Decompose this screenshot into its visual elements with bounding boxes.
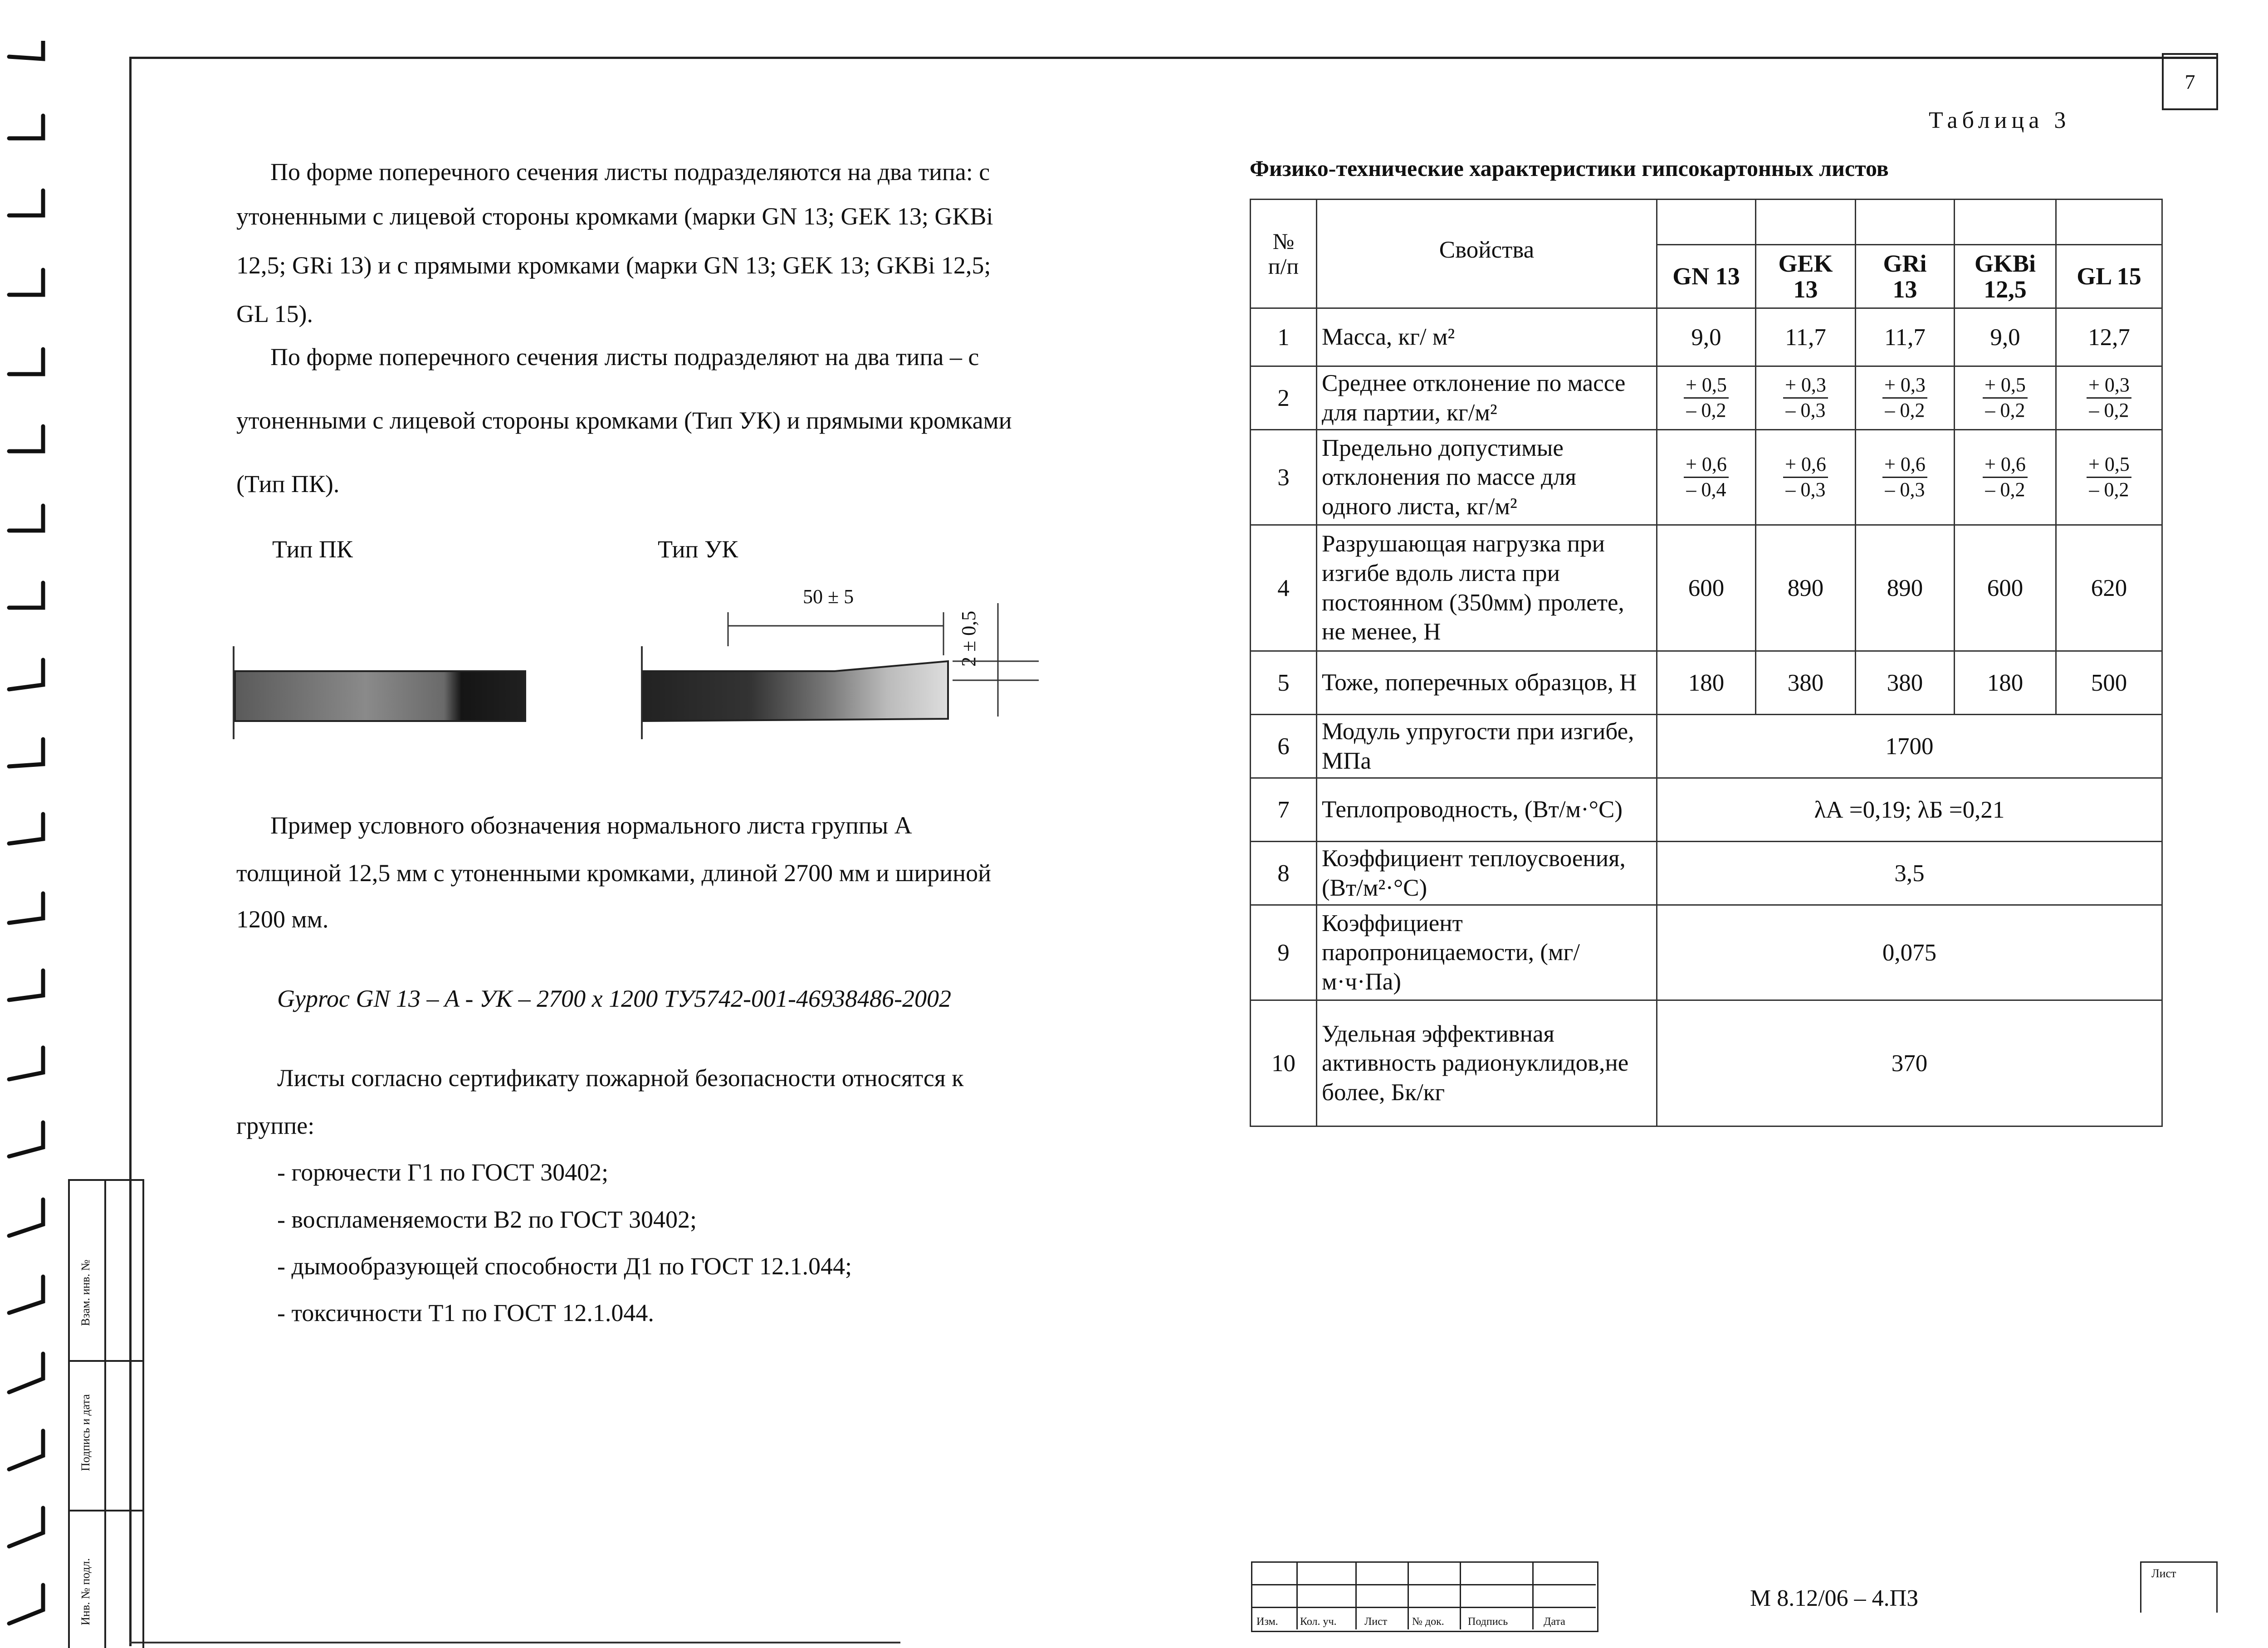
properties-table — [1250, 199, 2163, 1127]
para3-line: Пример условного обозначения нормального листа группы А — [270, 812, 912, 839]
row-number: 7 — [1251, 778, 1317, 842]
row-fraction: $\frac{+ 0,3}{- 0,3}$ — [1756, 366, 1856, 430]
dimension-width: 50 ± 5 — [803, 585, 854, 608]
row-value: 500 — [2056, 651, 2162, 715]
row-property: Разрушающая нагрузка при изгибе вдоль листа при постоянном (350мм) пролете, не менее, Н — [1317, 525, 1657, 651]
stamp-head: Изм. — [1256, 1616, 1278, 1628]
row-value: 9,0 — [1657, 308, 1756, 366]
stamp-head: Дата — [1544, 1616, 1565, 1628]
stamp-head: Кол. уч. — [1300, 1616, 1337, 1628]
row-number: 6 — [1251, 715, 1317, 778]
page-number: 7 — [2162, 53, 2218, 110]
frame-bottom-line — [129, 1642, 900, 1643]
row-fraction: $\frac{+ 0,3}{- 0,2}$ — [2056, 366, 2162, 430]
table-row — [1251, 525, 2162, 651]
table-row — [1251, 308, 2162, 366]
dimension-thickness: 2 ± 0,5 — [958, 610, 980, 667]
row-property: Модуль упругости при изгибе, МПа — [1317, 715, 1657, 778]
list-item: - воспламеняемости В2 по ГОСТ 30402; — [277, 1206, 697, 1233]
row-merged-value: 0,075 — [1657, 905, 2162, 1000]
row-fraction: $\frac{+ 0,5}{- 0,2}$ — [1955, 366, 2056, 430]
para4-line: группе: — [236, 1112, 315, 1139]
side-label-inv-original: Инв. № подл. — [79, 1558, 92, 1625]
row-value: 380 — [1856, 651, 1955, 715]
row-value: 890 — [1756, 525, 1856, 651]
title-block-stamp — [1251, 1561, 2217, 1629]
row-property: Тоже, поперечных образцов, Н — [1317, 651, 1657, 715]
row-merged-value: λА =0,19; λБ =0,21 — [1657, 778, 2162, 842]
para2-line: (Тип ПК). — [236, 470, 340, 497]
header-blank — [1756, 200, 1856, 245]
row-merged-value: 1700 — [1657, 715, 2162, 778]
grade-header: GRi 13 — [1856, 245, 1955, 308]
grade-header: GN 13 — [1657, 245, 1756, 308]
stamp-head: № док. — [1412, 1616, 1444, 1628]
row-property: Коэффициент теплоусвоения, (Вт/м²·°С) — [1317, 842, 1657, 905]
edge-profile-figure — [227, 535, 1066, 744]
stamp-head: Подпись — [1468, 1616, 1508, 1628]
row-fraction: $\frac{+ 0,6}{- 0,3}$ — [1756, 430, 1856, 525]
row-value: 600 — [1955, 525, 2056, 651]
table-row — [1251, 905, 2162, 1000]
row-value: 11,7 — [1756, 308, 1856, 366]
side-label-signature-date: Подпись и дата — [79, 1394, 92, 1471]
para3-line: толщиной 12,5 мм с утоненными кромками, длиной 2700 мм и шириной — [236, 859, 991, 887]
row-property: Масса, кг/ м² — [1317, 308, 1657, 366]
table-row — [1251, 778, 2162, 842]
header-blank — [1955, 200, 2056, 245]
header-blank — [1856, 200, 1955, 245]
row-property: Предельно допустимые отклонения по массе для одного листа, кг/м² — [1317, 430, 1657, 525]
grade-header: GEK 13 — [1756, 245, 1856, 308]
row-property: Коэффициент паропроницаемости, (мг/м·ч·Па) — [1317, 905, 1657, 1000]
row-property: Удельная эффективная активность радионуклидов,не более, Бк/кг — [1317, 1000, 1657, 1126]
para1-line: утоненными с лицевой стороны кромками (марки GN 13; GEK 13; GKBi — [236, 203, 993, 230]
row-value: 180 — [1955, 651, 2056, 715]
row-value: 11,7 — [1856, 308, 1955, 366]
binding-marks — [0, 41, 64, 1628]
side-stamp — [68, 1179, 144, 1648]
row-property: Теплопроводность, (Вт/м·°С) — [1317, 778, 1657, 842]
para2-line: утоненными с лицевой стороны кромками (Тип УК) и прямыми кромками — [236, 407, 1012, 434]
row-value: 380 — [1756, 651, 1856, 715]
row-value: 12,7 — [2056, 308, 2162, 366]
table-label: Таблица 3 — [1929, 107, 2071, 133]
row-fraction: $\frac{+ 0,6}{- 0,2}$ — [1955, 430, 2056, 525]
table-row — [1251, 366, 2162, 430]
para1-line: GL 15). — [236, 300, 313, 327]
para1-line: По форме поперечного сечения листы подразделяются на два типа: с — [270, 158, 990, 185]
row-merged-value: 3,5 — [1657, 842, 2162, 905]
grade-header: GKBi 12,5 — [1955, 245, 2056, 308]
profile-drawings — [227, 535, 1066, 744]
para2-line: По форме поперечного сечения листы подразделяют на два типа – с — [270, 343, 979, 371]
stamp-col — [1296, 1561, 1298, 1629]
para3-line: 1200 мм. — [236, 906, 329, 933]
header-number: № п/п — [1251, 200, 1317, 308]
stamp-col — [1408, 1561, 1409, 1629]
document-code: М 8.12/06 – 4.ПЗ — [1750, 1585, 1919, 1611]
table-header-row — [1251, 200, 2162, 245]
row-value: 9,0 — [1955, 308, 2056, 366]
designation-example: Gyproc GN 13 – A - УК – 2700 х 1200 ТУ5742-001-46938486-2002 — [277, 985, 951, 1012]
row-number: 10 — [1251, 1000, 1317, 1126]
table-row — [1251, 715, 2162, 778]
row-fraction: $\frac{+ 0,3}{- 0,2}$ — [1856, 366, 1955, 430]
row-fraction: $\frac{+ 0,5}{- 0,2}$ — [1657, 366, 1756, 430]
table-row — [1251, 842, 2162, 905]
side-label-replace-inv: Взам. инв. № — [79, 1259, 92, 1326]
stamp-col — [1460, 1561, 1461, 1629]
header-blank — [1657, 200, 1756, 245]
row-number: 4 — [1251, 525, 1317, 651]
row-fraction: $\frac{+ 0,6}{- 0,4}$ — [1657, 430, 1756, 525]
para4-line: Листы согласно сертификату пожарной безопасности относятся к — [277, 1064, 964, 1092]
stamp-col — [1532, 1561, 1534, 1629]
label-type-pk: Тип ПК — [272, 536, 353, 563]
grade-header: GL 15 — [2056, 245, 2162, 308]
stamp-col — [1355, 1561, 1357, 1629]
table-row — [1251, 1000, 2162, 1126]
row-number: 1 — [1251, 308, 1317, 366]
sheet-label: Лист — [2151, 1567, 2176, 1580]
row-value: 620 — [2056, 525, 2162, 651]
table-title: Физико-технические характеристики гипсокартонных листов — [1250, 156, 1889, 181]
row-property: Среднее отклонение по массе для партии, кг/м² — [1317, 366, 1657, 430]
row-fraction: $\frac{+ 0,6}{- 0,3}$ — [1856, 430, 1955, 525]
header-properties: Свойства — [1317, 200, 1657, 308]
row-number: 9 — [1251, 905, 1317, 1000]
list-item: - токсичности Т1 по ГОСТ 12.1.044. — [277, 1299, 654, 1326]
row-number: 5 — [1251, 651, 1317, 715]
table-row — [1251, 430, 2162, 525]
row-fraction: $\frac{+ 0,5}{- 0,2}$ — [2056, 430, 2162, 525]
stamp-rule — [1251, 1607, 1596, 1608]
list-item: - горючести Г1 по ГОСТ 30402; — [277, 1159, 609, 1186]
label-type-uk: Тип УК — [658, 536, 738, 563]
row-number: 3 — [1251, 430, 1317, 525]
row-value: 600 — [1657, 525, 1756, 651]
row-value: 180 — [1657, 651, 1756, 715]
row-value: 890 — [1856, 525, 1955, 651]
stamp-rule — [1251, 1584, 1596, 1585]
table-row — [1251, 651, 2162, 715]
list-item: - дымообразующей способности Д1 по ГОСТ 12.1.044; — [277, 1253, 852, 1280]
header-blank — [2056, 200, 2162, 245]
stamp-head: Лист — [1364, 1616, 1388, 1628]
para1-line: 12,5; GRi 13) и с прямыми кромками (марки GN 13; GEK 13; GKBi 12,5; — [236, 252, 991, 279]
row-merged-value: 370 — [1657, 1000, 2162, 1126]
row-number: 8 — [1251, 842, 1317, 905]
row-number: 2 — [1251, 366, 1317, 430]
